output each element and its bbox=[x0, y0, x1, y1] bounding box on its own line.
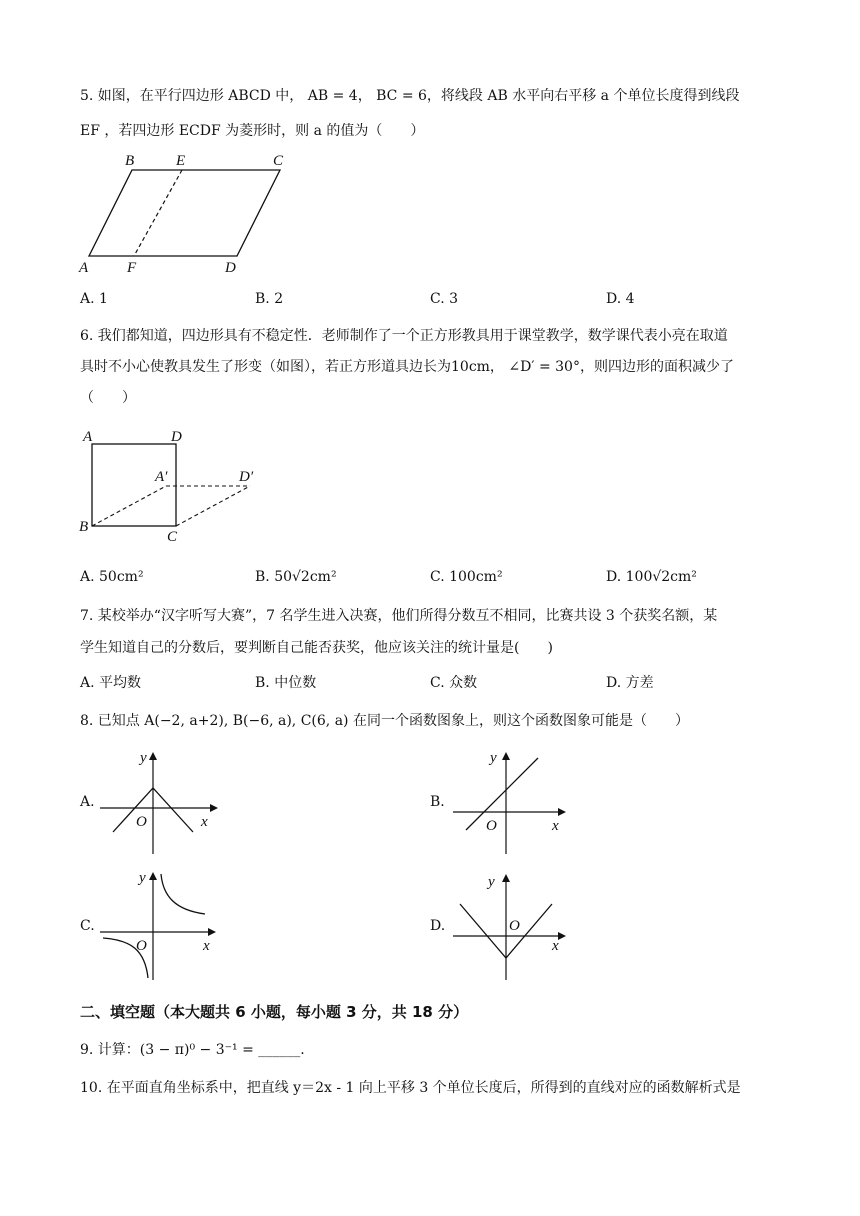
label-C: C bbox=[167, 529, 178, 545]
q5-option-a[interactable]: A. 1 bbox=[80, 291, 108, 307]
q10-text: 10. 在平面直角坐标系中，把直线 y＝2x - 1 向上平移 3 个单位长度后，所得到的直线对应的函数解析式是 bbox=[80, 1080, 741, 1096]
q6-line1: 6. 我们都知道，四边形具有不稳定性．老师制作了一个正方形教具用于课堂教学，数学课代表小亮在取道 bbox=[80, 328, 728, 344]
label-C: C bbox=[273, 153, 284, 169]
y-axis-label: y bbox=[140, 750, 147, 766]
q7-line1: 7. 某校举办“汉字听写大赛”，7 名学生进入决赛，他们所得分数互不相同，比赛共设 3 个获奖名额，某 bbox=[80, 608, 718, 624]
label-B: B bbox=[79, 519, 89, 535]
y-axis-label: y bbox=[490, 750, 497, 766]
origin-label: O bbox=[136, 814, 147, 830]
q7-option-a[interactable]: A. 平均数 bbox=[80, 675, 142, 691]
q8-option-a-label[interactable]: A. bbox=[80, 794, 95, 810]
q5-line2: EF ，若四边形 ECDF 为菱形时，则 a 的值为（ ） bbox=[80, 123, 425, 139]
label-D: D bbox=[171, 429, 182, 445]
q6-line3: （ ） bbox=[80, 390, 136, 406]
q7-line2: 学生知道自己的分数后，要判断自己能否获奖，他应该关注的统计量是( ) bbox=[80, 640, 553, 656]
q7-option-c[interactable]: C. 众数 bbox=[430, 675, 478, 691]
origin-label: O bbox=[486, 818, 497, 834]
q5-parallelogram-figure bbox=[75, 150, 295, 284]
q5-line1: 5. 如图，在平行四边形 ABCD 中， AB = 4， BC = 6，将线段 AB 水平向右平移 a 个单位长度得到线段 bbox=[80, 88, 740, 104]
x-axis-label: x bbox=[201, 814, 208, 830]
q7-option-d[interactable]: D. 方差 bbox=[606, 675, 654, 691]
label-D-prime: D′ bbox=[239, 469, 254, 485]
label-A-prime: A′ bbox=[155, 469, 168, 485]
q5-option-b[interactable]: B. 2 bbox=[255, 291, 284, 307]
q8-graph-b[interactable] bbox=[448, 748, 578, 862]
label-F: F bbox=[127, 260, 137, 276]
label-B: B bbox=[125, 153, 135, 169]
q6-option-d[interactable]: D. 100√2cm² bbox=[606, 569, 697, 585]
origin-label: O bbox=[509, 918, 520, 934]
x-axis-label: x bbox=[552, 818, 559, 834]
q8-option-b-label[interactable]: B. bbox=[430, 794, 445, 810]
label-A: A bbox=[79, 260, 89, 276]
y-axis-label: y bbox=[139, 870, 146, 886]
q8-option-d-label[interactable]: D. bbox=[430, 918, 446, 934]
q6-option-b[interactable]: B. 50√2cm² bbox=[255, 569, 337, 585]
q9-text: 9. 计算：(3 − π)⁰ − 3⁻¹ = ______. bbox=[80, 1042, 305, 1058]
q8-option-c-label[interactable]: C. bbox=[80, 918, 95, 934]
q6-line2: 具时不小心使教具发生了形变（如图），若正方形道具边长为10cm， ∠D′ = 30°，则四边形的面积减少了 bbox=[80, 359, 734, 375]
y-axis-label: y bbox=[488, 874, 495, 890]
x-axis-label: x bbox=[203, 938, 210, 954]
q8-graph-a[interactable] bbox=[95, 748, 225, 862]
x-axis-label: x bbox=[552, 938, 559, 954]
origin-label: O bbox=[136, 938, 147, 954]
q5-option-d[interactable]: D. 4 bbox=[606, 291, 635, 307]
q5-option-c[interactable]: C. 3 bbox=[430, 291, 459, 307]
label-E: E bbox=[176, 153, 186, 169]
q6-option-c[interactable]: C. 100cm² bbox=[430, 569, 503, 585]
q7-option-b[interactable]: B. 中位数 bbox=[255, 675, 317, 691]
q8-graph-c[interactable] bbox=[95, 866, 225, 988]
label-A: A bbox=[83, 429, 93, 445]
q8-line1: 8. 已知点 A(−2, a+2), B(−6, a), C(6, a) 在同一个函数图象上，则这个函数图象可能是（ ） bbox=[80, 713, 689, 729]
q6-option-a[interactable]: A. 50cm² bbox=[80, 569, 144, 585]
section2-title: 二、填空题（本大题共 6 小题，每小题 3 分，共 18 分） bbox=[80, 1003, 469, 1021]
label-D: D bbox=[225, 260, 236, 276]
q6-square-figure bbox=[75, 425, 275, 554]
q8-graph-d[interactable] bbox=[448, 866, 578, 988]
